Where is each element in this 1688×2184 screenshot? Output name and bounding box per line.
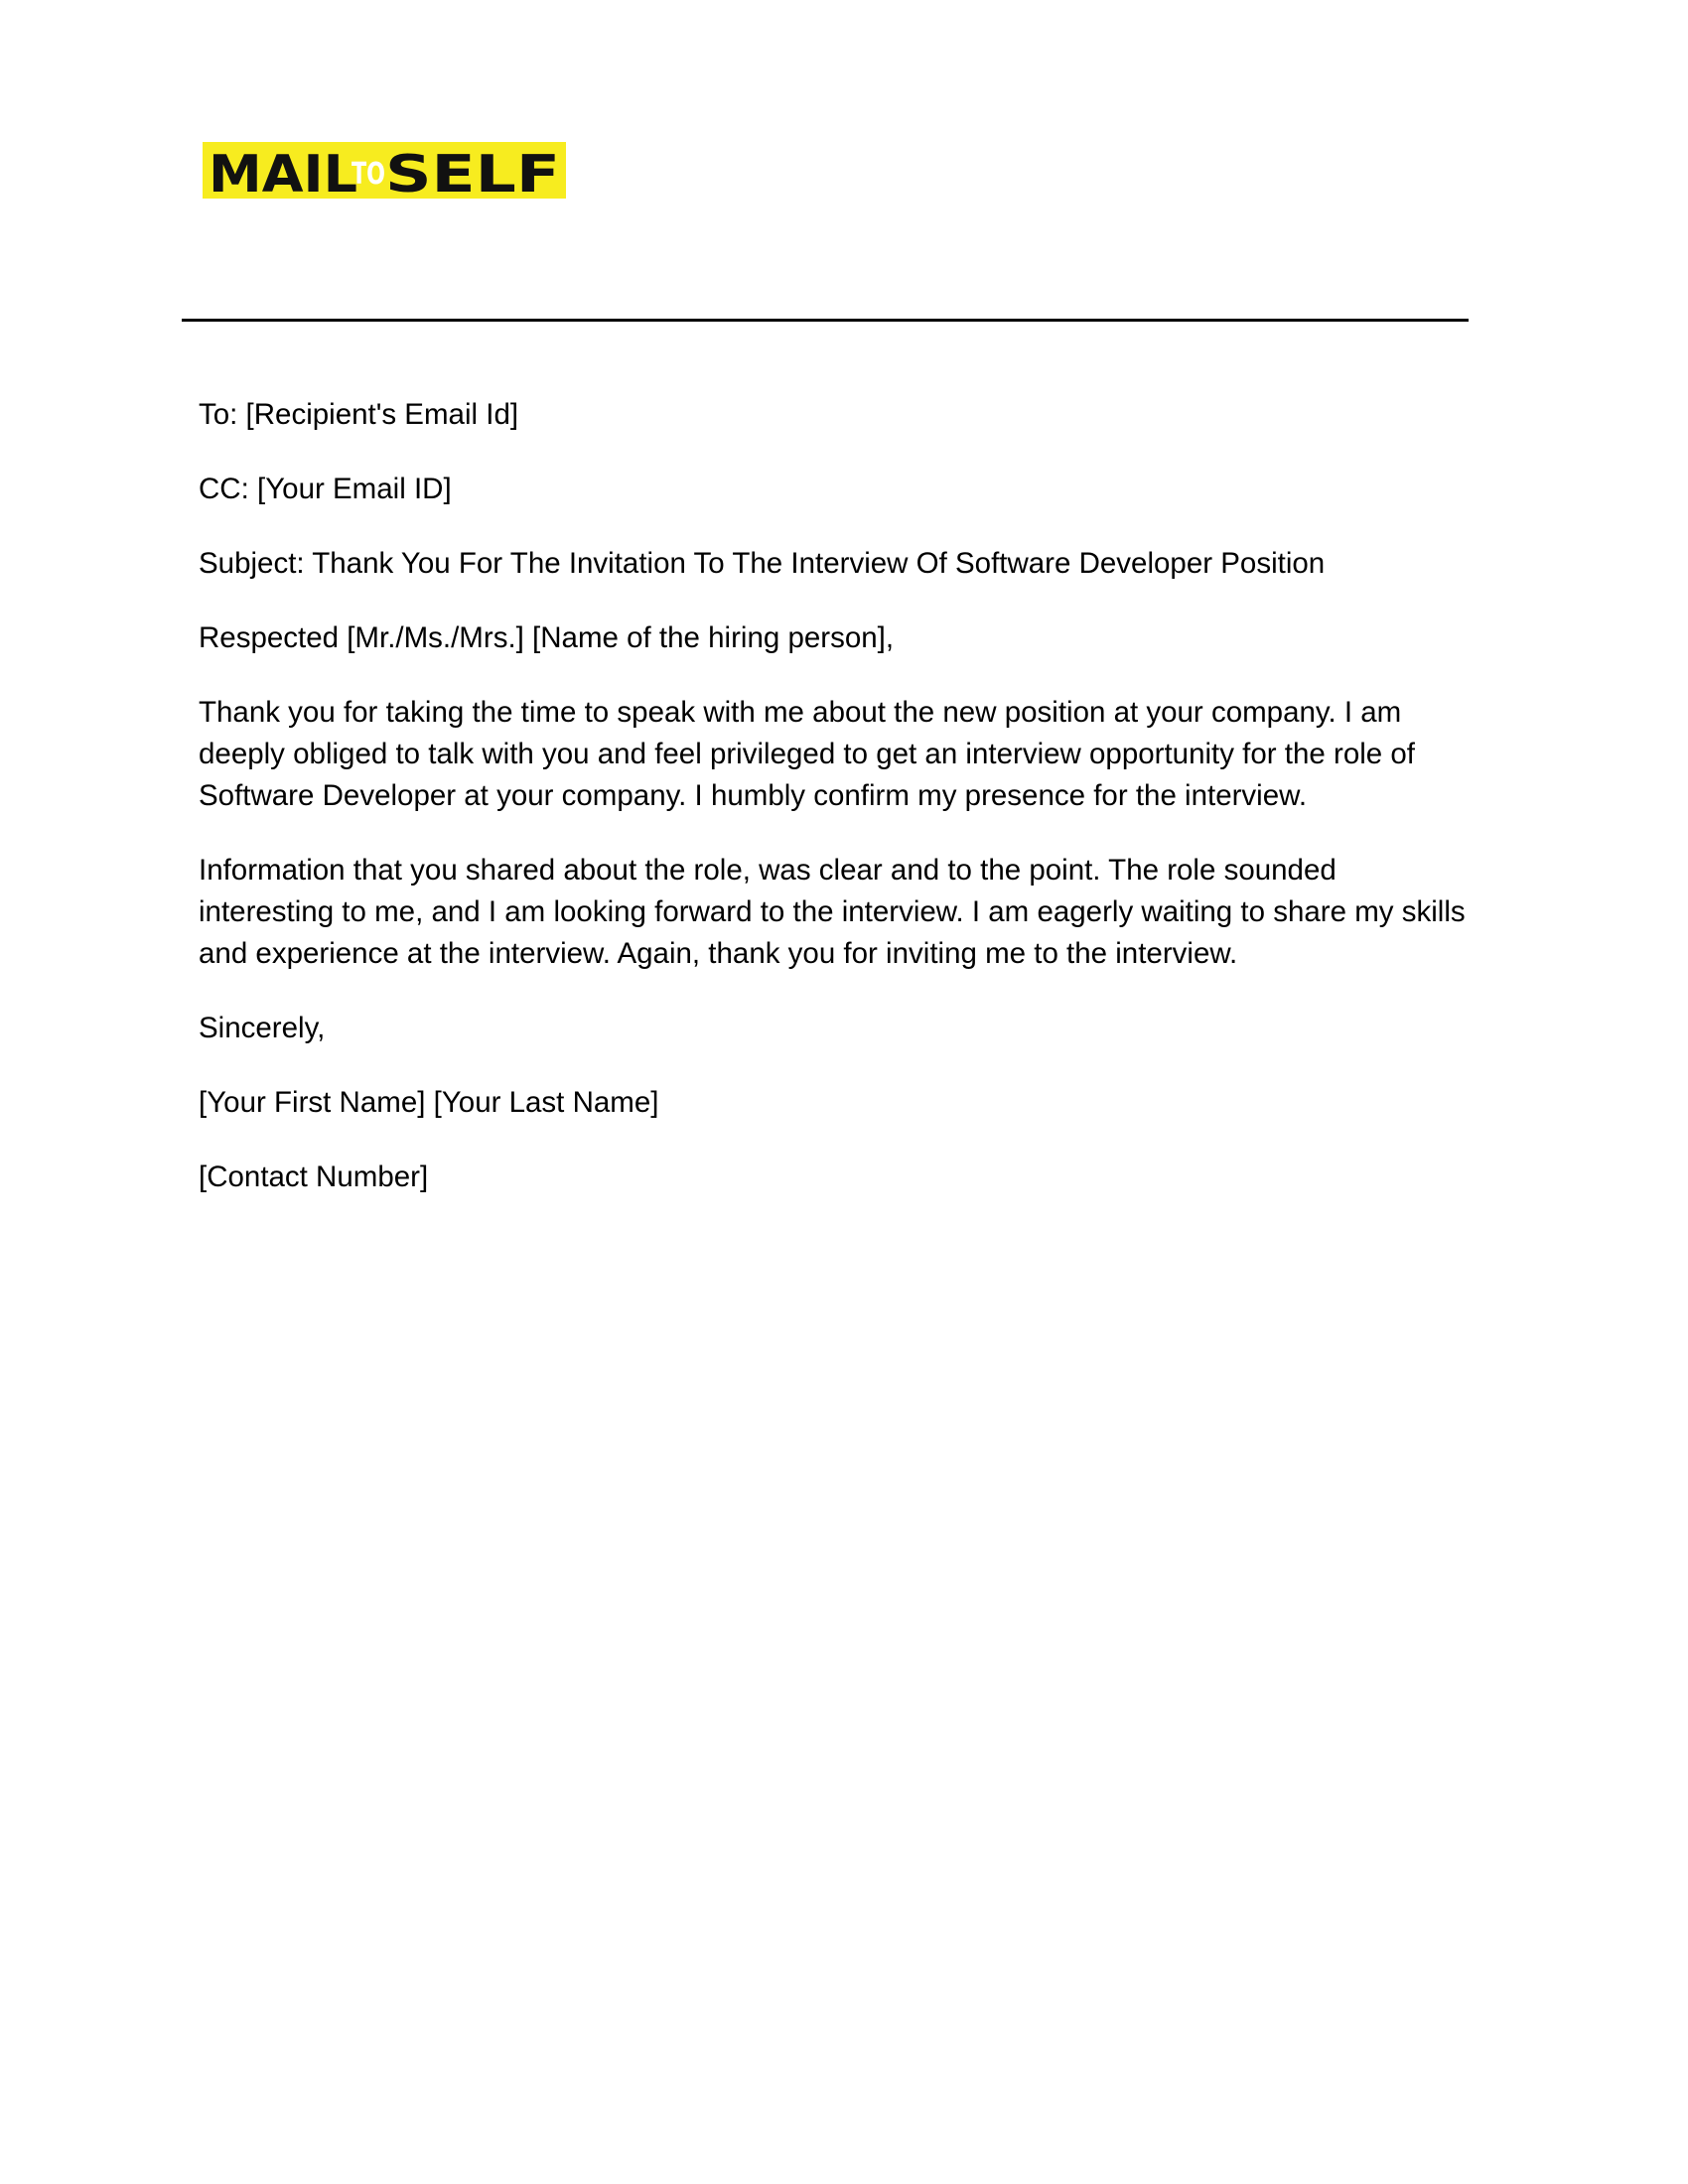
mailtoself-logo bbox=[203, 142, 566, 199]
contact-number: [Contact Number] bbox=[199, 1160, 429, 1193]
sender-name: [Your First Name] [Your Last Name] bbox=[199, 1086, 659, 1119]
paragraph-2: Information that you shared about the role, was clear and to the point. The role sounded interesting to me, and I am looking forward to the interview. I am eagerly waiting to share my skills and experience at the interview. Again, thank you for inviting me to the interview. bbox=[199, 854, 1466, 970]
logo-self-text: SELF bbox=[385, 145, 560, 199]
logo-mail-text: MAIL bbox=[209, 145, 357, 199]
paragraph-1: Thank you for taking the time to speak with me about the new position at your company. I am deeply obliged to talk with you and feel privileged to get an interview opportunity for the role of Software Developer at your company. I humbly confirm my presence for the interview. bbox=[199, 696, 1415, 812]
to-line: To: [Recipient's Email Id] bbox=[199, 398, 519, 431]
header-divider bbox=[182, 319, 1469, 322]
cc-line: CC: [Your Email ID] bbox=[199, 473, 452, 505]
mailtoself-logo-mark bbox=[203, 142, 566, 199]
subject-line: Subject: Thank You For The Invitation To The Interview Of Software Developer Position bbox=[199, 547, 1326, 580]
closing: Sincerely, bbox=[199, 1012, 326, 1044]
logo-to-text: TO bbox=[352, 157, 385, 192]
letter-body bbox=[199, 394, 1479, 1231]
salutation: Respected [Mr./Ms./Mrs.] [Name of the hiring person], bbox=[199, 621, 895, 654]
